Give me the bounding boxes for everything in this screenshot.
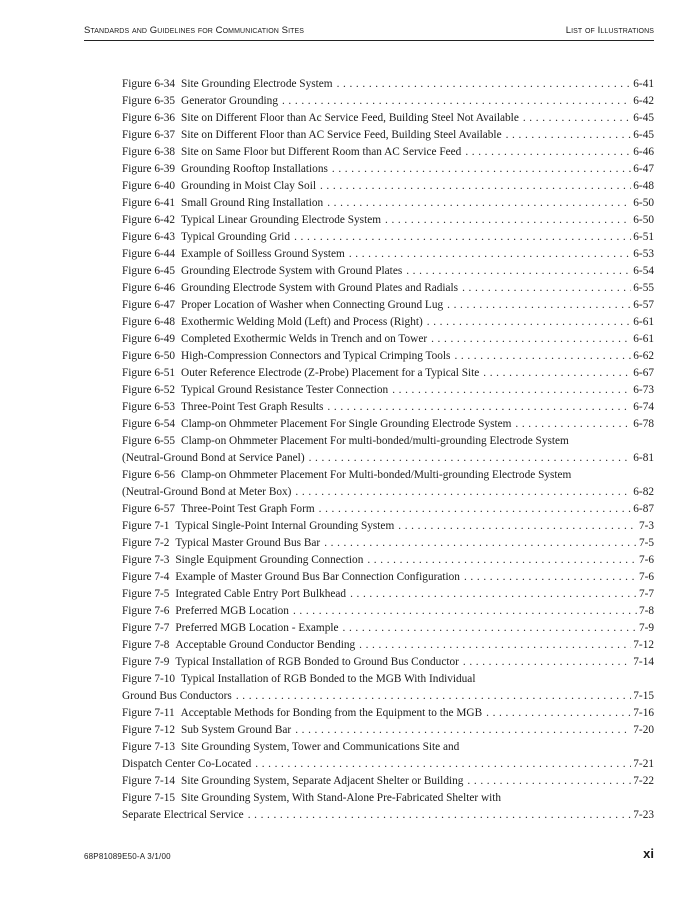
toc-entry <box>122 399 654 416</box>
dot-leader <box>385 212 631 229</box>
page-reference: 6-41 <box>633 78 654 90</box>
dot-leader <box>320 178 631 195</box>
figure-title: Typical Single-Point Internal Grounding System <box>175 520 395 532</box>
toc-entry <box>122 433 654 467</box>
page-reference: 6-81 <box>633 452 654 464</box>
footer-page-number: xi <box>643 846 654 861</box>
figure-title: Integrated Cable Entry Port Bulkhead <box>175 588 347 600</box>
figure-number: Figure 7-13 <box>122 741 176 753</box>
figure-number: Figure 6-37 <box>122 129 176 141</box>
figure-title-continued: Separate Electrical Service <box>122 809 244 821</box>
toc-entry <box>122 552 654 569</box>
figure-number: Figure 6-54 <box>122 418 176 430</box>
dot-leader <box>236 688 631 705</box>
figure-number: Figure 7-10 <box>122 673 176 685</box>
figure-title: Three-Point Test Graph Form <box>181 503 315 515</box>
page-reference: 6-61 <box>633 316 654 328</box>
dot-leader <box>295 722 631 739</box>
page-reference: 7-6 <box>638 554 654 566</box>
dot-leader <box>327 195 631 212</box>
toc-entry <box>122 76 654 93</box>
toc-entry <box>122 773 654 790</box>
page-reference: 6-55 <box>633 282 654 294</box>
toc-entry <box>122 161 654 178</box>
figure-number: Figure 7-14 <box>122 775 176 787</box>
dot-leader <box>350 586 637 603</box>
dot-leader <box>454 348 631 365</box>
dot-leader <box>319 501 632 518</box>
figure-number: Figure 7-3 <box>122 554 170 566</box>
page-reference: 6-50 <box>633 197 654 209</box>
dot-leader <box>332 161 631 178</box>
dot-leader <box>464 569 637 586</box>
toc-entry <box>122 263 654 280</box>
page-reference: 6-67 <box>633 367 654 379</box>
dot-leader <box>309 450 632 467</box>
toc-entry <box>122 110 654 127</box>
page-reference: 7-20 <box>633 724 654 736</box>
toc-entry <box>122 501 654 518</box>
figure-title-continued: Ground Bus Conductors <box>122 690 232 702</box>
figure-number: Figure 6-48 <box>122 316 176 328</box>
dot-leader <box>255 756 631 773</box>
dot-leader <box>327 399 631 416</box>
figure-title: Site Grounding System, Tower and Communications Site and <box>181 741 460 753</box>
toc-entry <box>122 229 654 246</box>
dot-leader <box>523 110 631 127</box>
figure-title: Typical Grounding Grid <box>181 231 291 243</box>
figure-title: Sub System Ground Bar <box>181 724 292 736</box>
page-reference: 6-74 <box>633 401 654 413</box>
figure-number: Figure 6-56 <box>122 469 176 481</box>
toc-entry <box>122 127 654 144</box>
figure-title: Acceptable Ground Conductor Bending <box>175 639 356 651</box>
figure-title: Outer Reference Electrode (Z-Probe) Placement for a Typical Site <box>181 367 480 379</box>
toc-entry <box>122 348 654 365</box>
dot-leader <box>337 76 632 93</box>
figure-number: Figure 6-40 <box>122 180 176 192</box>
figure-title: High-Compression Connectors and Typical Crimping Tools <box>181 350 451 362</box>
figure-number: Figure 6-55 <box>122 435 176 447</box>
running-header-section: List of Illustrations <box>565 25 654 36</box>
footer-doc-id: 68P81089E50-A 3/1/00 <box>84 852 171 861</box>
page-reference: 7-23 <box>633 809 654 821</box>
figure-title: Clamp-on Ohmmeter Placement For multi-bonded/multi-grounding Electrode System <box>181 435 569 447</box>
figure-number: Figure 6-42 <box>122 214 176 226</box>
figure-title: Single Equipment Grounding Connection <box>175 554 364 566</box>
figure-title: Site on Same Floor but Different Room than AC Service Feed <box>181 146 462 158</box>
figure-title: Site on Different Floor than Ac Service Feed, Building Steel Not Available <box>181 112 519 124</box>
toc-entry <box>122 246 654 263</box>
toc-entry <box>122 144 654 161</box>
page-reference: 6-45 <box>633 112 654 124</box>
page-reference: 7-14 <box>633 656 654 668</box>
toc-entry <box>122 518 654 535</box>
dot-leader <box>392 382 631 399</box>
figure-number: Figure 6-50 <box>122 350 176 362</box>
figure-title: Typical Installation of RGB Bonded to Ground Bus Conductor <box>175 656 459 668</box>
toc-entry <box>122 739 654 773</box>
toc-entry <box>122 314 654 331</box>
figure-number: Figure 7-5 <box>122 588 170 600</box>
toc-entry <box>122 535 654 552</box>
toc-entry <box>122 178 654 195</box>
figure-number: Figure 6-57 <box>122 503 176 515</box>
toc-entry <box>122 212 654 229</box>
figure-title: Typical Linear Grounding Electrode System <box>181 214 382 226</box>
page-reference: 6-50 <box>633 214 654 226</box>
page-reference: 7-12 <box>633 639 654 651</box>
dot-leader <box>294 229 631 246</box>
figure-title: Grounding Rooftop Installations <box>181 163 328 175</box>
figure-number: Figure 7-1 <box>122 520 170 532</box>
dot-leader <box>295 484 631 501</box>
toc-entry <box>122 722 654 739</box>
figure-number: Figure 7-4 <box>122 571 170 583</box>
dot-leader <box>515 416 631 433</box>
figure-title: Typical Master Ground Bus Bar <box>175 537 321 549</box>
figure-title: Preferred MGB Location - Example <box>175 622 339 634</box>
page-reference: 6-47 <box>633 163 654 175</box>
page-reference: 6-62 <box>633 350 654 362</box>
toc-entry <box>122 790 654 824</box>
toc-entry <box>122 705 654 722</box>
dot-leader <box>483 365 631 382</box>
toc-entry <box>122 603 654 620</box>
figure-number: Figure 6-38 <box>122 146 176 158</box>
dot-leader <box>359 637 631 654</box>
dot-leader <box>398 518 637 535</box>
toc-entry <box>122 280 654 297</box>
figure-number: Figure 6-43 <box>122 231 176 243</box>
page-reference: 7-7 <box>638 588 654 600</box>
figure-title: Grounding Electrode System with Ground Plates <box>181 265 403 277</box>
page-reference: 7-5 <box>638 537 654 549</box>
page-reference: 6-82 <box>633 486 654 498</box>
dot-leader <box>324 535 637 552</box>
page-reference: 6-54 <box>633 265 654 277</box>
figure-number: Figure 6-49 <box>122 333 176 345</box>
page-reference: 7-15 <box>633 690 654 702</box>
figure-number: Figure 6-36 <box>122 112 176 124</box>
page-reference: 7-16 <box>633 707 654 719</box>
dot-leader <box>349 246 631 263</box>
page-reference: 6-61 <box>633 333 654 345</box>
page-reference: 7-6 <box>638 571 654 583</box>
dot-leader <box>462 280 631 297</box>
figure-title: Typical Installation of RGB Bonded to the MGB With Individual <box>181 673 476 685</box>
list-of-illustrations <box>122 76 654 824</box>
figure-title: Example of Master Ground Bus Bar Connection Configuration <box>175 571 460 583</box>
page-reference: 6-46 <box>633 146 654 158</box>
page-reference: 6-51 <box>633 231 654 243</box>
page-reference: 7-21 <box>633 758 654 770</box>
page-reference: 7-8 <box>638 605 654 617</box>
dot-leader <box>467 773 631 790</box>
figure-title: Clamp-on Ohmmeter Placement For Multi-bonded/Multi-grounding Electrode System <box>181 469 572 481</box>
figure-number: Figure 6-39 <box>122 163 176 175</box>
toc-entry <box>122 637 654 654</box>
figure-number: Figure 6-34 <box>122 78 176 90</box>
figure-number: Figure 6-47 <box>122 299 176 311</box>
dot-leader <box>465 144 631 161</box>
figure-number: Figure 7-7 <box>122 622 170 634</box>
figure-title-continued: (Neutral-Ground Bond at Service Panel) <box>122 452 305 464</box>
figure-title-continued: Dispatch Center Co-Located <box>122 758 252 770</box>
dot-leader <box>343 620 637 637</box>
dot-leader <box>293 603 637 620</box>
figure-number: Figure 7-2 <box>122 537 170 549</box>
figure-title: Grounding Electrode System with Ground Plates and Radials <box>181 282 459 294</box>
page-reference: 6-45 <box>633 129 654 141</box>
dot-leader <box>248 807 632 824</box>
dot-leader <box>486 705 631 722</box>
page-reference: 6-48 <box>633 180 654 192</box>
figure-number: Figure 6-53 <box>122 401 176 413</box>
toc-entry <box>122 382 654 399</box>
figure-title: Three-Point Test Graph Results <box>181 401 324 413</box>
figure-title: Small Ground Ring Installation <box>181 197 324 209</box>
figure-title: Completed Exothermic Welds in Trench and on Tower <box>181 333 428 345</box>
figure-number: Figure 6-41 <box>122 197 176 209</box>
figure-number: Figure 7-6 <box>122 605 170 617</box>
figure-title: Proper Location of Washer when Connecting Ground Lug <box>181 299 444 311</box>
header-rule <box>84 40 654 41</box>
figure-title: Typical Ground Resistance Tester Connection <box>181 384 389 396</box>
toc-entry <box>122 195 654 212</box>
figure-title-continued: (Neutral-Ground Bond at Meter Box) <box>122 486 292 498</box>
toc-entry <box>122 365 654 382</box>
figure-number: Figure 7-8 <box>122 639 170 651</box>
page-reference: 6-42 <box>633 95 654 107</box>
figure-title: Exothermic Welding Mold (Left) and Process (Right) <box>181 316 423 328</box>
page-reference: 6-57 <box>633 299 654 311</box>
figure-number: Figure 7-15 <box>122 792 176 804</box>
figure-title: Site Grounding System, With Stand-Alone Pre-Fabricated Shelter with <box>181 792 502 804</box>
dot-leader <box>427 314 632 331</box>
dot-leader <box>282 93 631 110</box>
page-reference: 6-78 <box>633 418 654 430</box>
figure-title: Example of Soilless Ground System <box>181 248 345 260</box>
page-reference: 7-3 <box>638 520 654 532</box>
running-header-title: Standards and Guidelines for Communication Sites <box>84 25 305 36</box>
figure-number: Figure 7-9 <box>122 656 170 668</box>
toc-entry <box>122 331 654 348</box>
figure-number: Figure 6-44 <box>122 248 176 260</box>
toc-entry <box>122 569 654 586</box>
toc-entry <box>122 586 654 603</box>
toc-entry <box>122 620 654 637</box>
dot-leader <box>506 127 632 144</box>
toc-entry <box>122 93 654 110</box>
toc-entry <box>122 416 654 433</box>
page-reference: 6-87 <box>633 503 654 515</box>
dot-leader <box>367 552 637 569</box>
figure-number: Figure 7-11 <box>122 707 175 719</box>
dot-leader <box>431 331 631 348</box>
toc-entry <box>122 671 654 705</box>
figure-number: Figure 6-35 <box>122 95 176 107</box>
figure-title: Grounding in Moist Clay Soil <box>181 180 316 192</box>
figure-title: Site on Different Floor than AC Service Feed, Building Steel Available <box>181 129 502 141</box>
figure-title: Clamp-on Ohmmeter Placement For Single Grounding Electrode System <box>181 418 512 430</box>
figure-title: Site Grounding System, Separate Adjacent Shelter or Building <box>181 775 464 787</box>
figure-number: Figure 6-45 <box>122 265 176 277</box>
page-reference: 7-9 <box>638 622 654 634</box>
figure-title: Acceptable Methods for Bonding from the Equipment to the MGB <box>180 707 483 719</box>
figure-title: Preferred MGB Location <box>175 605 289 617</box>
page-reference: 7-22 <box>633 775 654 787</box>
dot-leader <box>447 297 631 314</box>
dot-leader <box>463 654 631 671</box>
page-reference: 6-73 <box>633 384 654 396</box>
figure-title: Site Grounding Electrode System <box>181 78 333 90</box>
figure-number: Figure 6-46 <box>122 282 176 294</box>
figure-title: Generator Grounding <box>181 95 278 107</box>
toc-entry <box>122 467 654 501</box>
toc-entry <box>122 297 654 314</box>
dot-leader <box>406 263 631 280</box>
figure-number: Figure 7-12 <box>122 724 176 736</box>
page-reference: 6-53 <box>633 248 654 260</box>
figure-number: Figure 6-51 <box>122 367 176 379</box>
toc-entry <box>122 654 654 671</box>
figure-number: Figure 6-52 <box>122 384 176 396</box>
